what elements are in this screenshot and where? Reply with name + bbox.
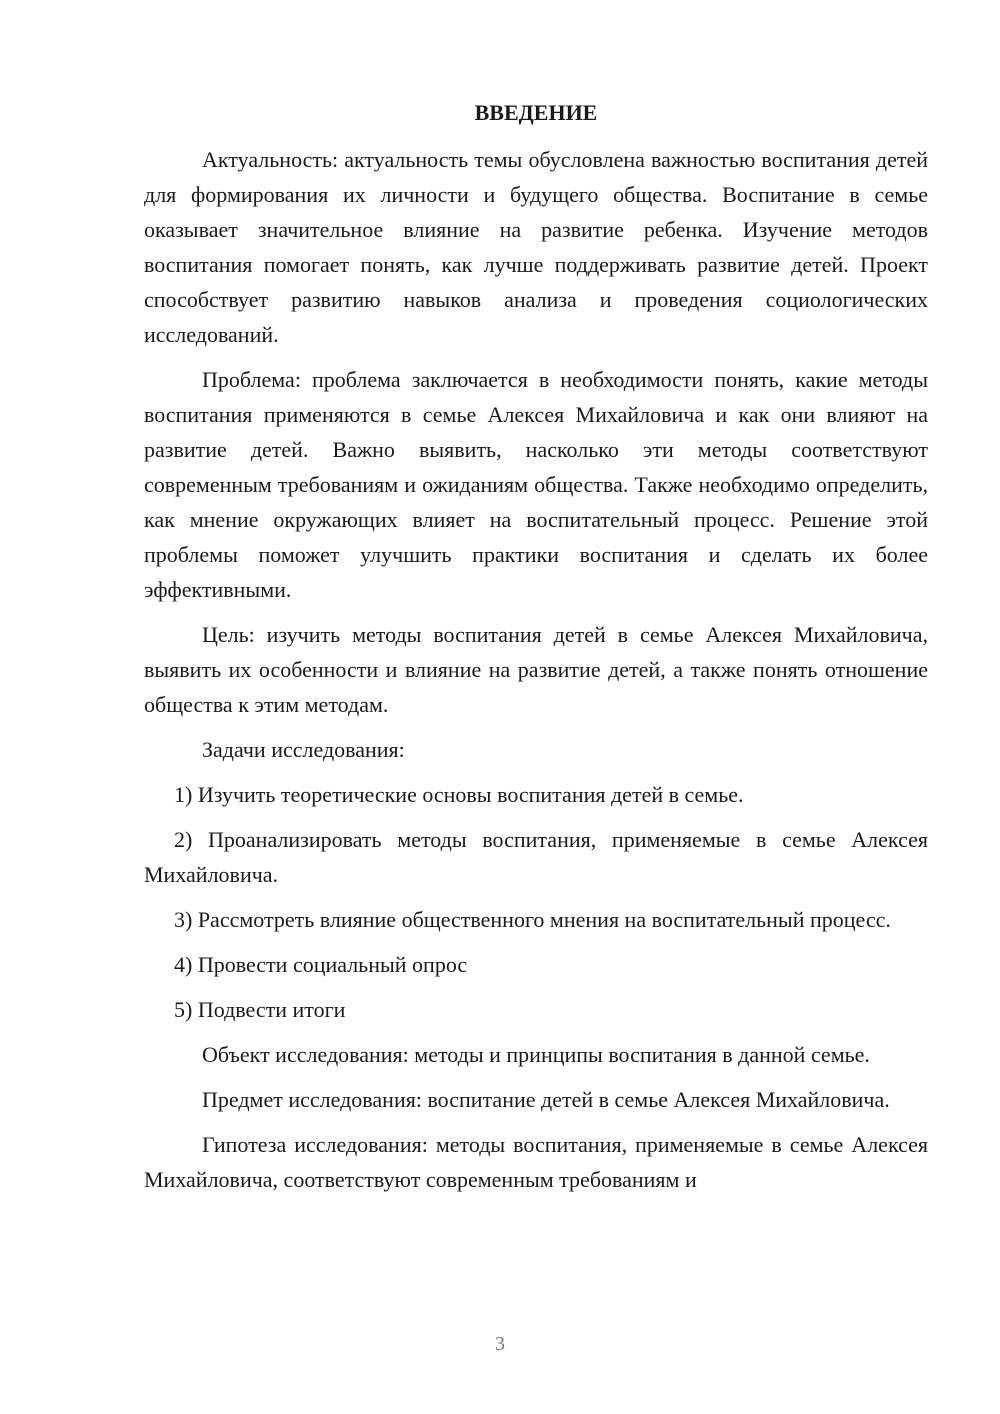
section-title: ВВЕДЕНИЕ — [474, 100, 598, 125]
relevance-paragraph: Актуальность: актуальность темы обусловлена важностью воспитания детей для формирования их личности и будущего общества. Воспитание в семье оказывает значительное влияние на развитие ребенка. Изучение методов воспитания помогает понять, как лучше поддерживать развитие детей. Проект способствует развитию навыков анализа и проведения социологических исследований. — [144, 147, 928, 347]
task-item-3: 3) Рассмотреть влияние общественного мнения на воспитательный процесс. — [174, 907, 891, 932]
subject-paragraph: Предмет исследования: воспитание детей в семье Алексея Михайловича. — [202, 1087, 890, 1112]
tasks-heading: Задачи исследования: — [202, 737, 405, 762]
task-item-2: 2) Проанализировать методы воспитания, применяемые в семье Алексея Михайловича. — [144, 827, 928, 887]
object-paragraph: Объект исследования: методы и принципы воспитания в данной семье. — [202, 1042, 870, 1067]
goal-paragraph: Цель: изучить методы воспитания детей в семье Алексея Михайловича, выявить их особенности и влияние на развитие детей, а также понять отношение общества к этим методам. — [144, 622, 928, 717]
task-item-4: 4) Провести социальный опрос — [174, 952, 468, 977]
page-content — [144, 95, 928, 1207]
task-item-1: 1) Изучить теоретические основы воспитания детей в семье. — [174, 782, 744, 807]
page-number: 3 — [495, 1333, 505, 1355]
task-item-5: 5) Подвести итоги — [174, 997, 346, 1022]
hypothesis-paragraph: Гипотеза исследования: методы воспитания, применяемые в семье Алексея Михайловича, соответствуют современным требованиям и — [144, 1132, 928, 1192]
problem-paragraph: Проблема: проблема заключается в необходимости понять, какие методы воспитания применяются в семье Алексея Михайловича и как они влияют на развитие детей. Важно выявить, насколько эти методы соответствуют современным требованиям и ожиданиям общества. Также необходимо определить, как мнение окружающих влияет на воспитательный процесс. Решение этой проблемы поможет улучшить практики воспитания и сделать их более эффективными. — [144, 367, 928, 602]
